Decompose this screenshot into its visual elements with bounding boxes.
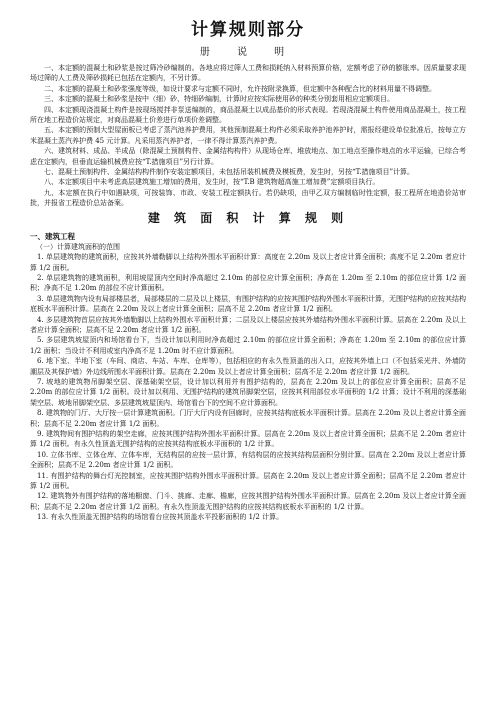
rule-item: 13. 有永久性顶盖无围护结构的场馆看台应按其顶盖水平投影面积的 1/2 计算。 [37,513,284,522]
preface-paragraph: 六、建筑材料、成品、半成品（除混凝土预制构件、金属结构构件）从现场仓库、堆放地点、加工地点至操作地点的水平运输，已综合考虑在定额内，但垂直运输机械费应按“T.措施项目”另行计算。 [30,147,466,166]
preface-paragraph: 一、本定额的混凝土和砂浆是按过筛冷砂编制的。各地应将过筛人工费和损耗纳入材料预算价格，定额考虑了砂的膨胀率。因质量要求现场过筛的人工费及筛砂损耗已包括在定额内，不另计算。 [30,64,466,83]
preface-paragraph: 七、混凝土预制构件、金属结构构件制作安装定额项目，未包括吊装机械费及模板费，发生时，另按“T.措施项目”计算。 [44,168,415,177]
section-title: 建 筑 面 积 计 算 规 则 [147,210,349,225]
rule-item: 12. 建筑物外有围护结构的落地橱窗、门斗、挑廊、走廊、檐廊，应按其围护结构外围水平面积计算。层高在 2.20m 及以上者应计算全面积；层高不足 2.20m 者应计算 1/2 面积。有永久性顶盖无围护结构的应按其结构底板水平面积的 1/2 计算。 [30,492,466,511]
rule-item: 11. 有围护结构的舞台灯光控制室，应按其围护结构外围水平面积计算。层高在 2.20m 及以上者应计算全面积；层高不足 2.20m 者应计算 1/2 面积。 [30,471,466,491]
chapter-heading: 一、建筑工程 [30,231,75,241]
rule-item: 5. 多层建筑坡屋顶内和场馆看台下，当设计加以利用时净高超过 2.10m 的部位应计算全面积；净高在 1.20m 至 2.10m 的部位应计算 1/2 面积；当设计不利用或室内净高不足 1.20m 时不应计算面积。 [30,336,466,355]
rule-item: 10. 立体书库、立体仓库、立体车库，无结构层的应按一层计算，有结构层的应按其结构层面积分别计算。层高在 2.20m 及以上者应计算全面积；层高不足 2.20m 者应计算 1/2 面积。 [30,450,466,470]
rule-item: 3. 单层建筑物内设有局部楼层者，局部楼层的二层及以上楼层，有围护结构的应按其围护结构外围水平面积计算，无围护结构的应按其结构底板水平面积计算。层高在 2.20m 及以上者应计算全面积；层高不足 2.20m 者应计算 1/2 面积。 [30,294,466,314]
preface-paragraph: 九、本定额在执行中如遇缺项，可按装饰、市政、安装工程定额执行。若仍缺项，由甲乙双方编制临时性定额，报工程所在地造价站审批，并报省工程造价总站备案。 [30,188,466,208]
preface-paragraph: 八、本定额项目中未考虑高层建筑施工增加的费用，发生时，按“T.B 建筑物超高施工增加费”定额项目执行。 [44,178,380,187]
preface-paragraph: 三、本定额的混凝土和砂浆是按中（细）砂、特细砂编制，计算时应按实际使用砂的种类分别套用相应定额项目。 [44,95,394,104]
subsection-heading: （一）计算建筑面积的范围 [36,242,120,251]
rule-item: 6. 地下室、半地下室（车间、商店、车站、车库、仓库等），包括相应的有永久性顶盖的出入口，应按其外墙上口（不包括采光井、外墙防潮层及其保护墙）外边线所围水平面积计算。层高在 2.20m 及以上者应计算全面积；层高不足 2.20m 者应计算 1/2 面积。 [30,357,466,376]
rule-item: 9. 建筑物间有围护结构的架空走廊，应按其围护结构外围水平面积计算。层高在 2.20m 及以上者应计算全面积；层高不足 2.20m 者应计算 1/2 面积。有永久性顶盖无围护结构的应按其结构底板水平面积的 1/2 计算。 [30,430,466,449]
rule-item: 8. 建筑物的门厅、大厅按一层计算建筑面积。门厅大厅内设有回廊时，应按其结构底板水平面积计算。层高在 2.20m 及以上者应计算全面积；层高不足 2.20m 者应计算 1/2 面积。 [30,409,466,428]
rule-item: 1. 单层建筑物的建筑面积，应按其外墙勒脚以上结构外围水平面积计算：高度在 2.20m 及以上者应计算全面积；高度不足 2.20m 者应计算 1/2 面积。 [30,253,466,272]
rule-item: 4. 多层建筑物首层应按其外墙勒脚以上结构外围水平面积计算；二层及以上楼层应按其外墙结构外围水平面积计算。层高在 2.20m 及以上者应计算全面积；层高不足 2.20m 者应计算 1/2 面积。 [30,315,466,334]
preface-paragraph: 四、本定额现浇混凝土构件是按现场搅拌非泵送编制的，商品混凝土以成品基价的形式表现。若现浇混凝土构件使用商品混凝土，按工程所在地工程造价站规定，对商品混凝土价差进行单项价差调整。 [30,105,466,125]
preface-section [30,63,466,209]
rules-list [30,252,466,523]
rule-item: 7. 坡地的建筑物吊脚架空层、深基础架空层，设计加以利用并有围护结构的，层高在 2.20m 及以上的部位应计算全面积；层高不足 2.20m 的部位应计算 1/2 面积。设计加以利用、无围护结构的建筑吊脚架空层，应按其利用部位水平面积的 1/2 计算；设计不利用的深基础架空层、坡地吊脚架空层、多层建筑坡屋顶内、场馆看台下的空间不应计算面积。 [30,377,466,407]
document-title: 计算规则部分 [191,20,305,40]
preface-title: 册 说 明 [199,47,297,58]
rule-item: 2. 单层建筑物的建筑面积，利用坡屋顶内空间时净高超过 2.10m 的部位应计算全面积；净高在 1.20m 至 2.10m 的部位应计算 1/2 面积；净高不足 1.20m 的部位不应计算面积。 [30,273,466,293]
preface-paragraph: 二、本定额的混凝土和砂浆强度等级，如设计要求与定额不同时，允许按附录换算，但定额中各种配合比的材料用量不得调整。 [44,84,436,93]
preface-paragraph: 五、本定额的预制大型屋面板已考虑了蒸汽池养护费用，其他预制混凝土构件必须采取养护池养护时，需报经建设单位批准后，按每立方米混凝土蒸汽养护费 45 元计算。凡采用蒸汽养护者，一律不得计算蒸汽养护费。 [30,126,466,145]
